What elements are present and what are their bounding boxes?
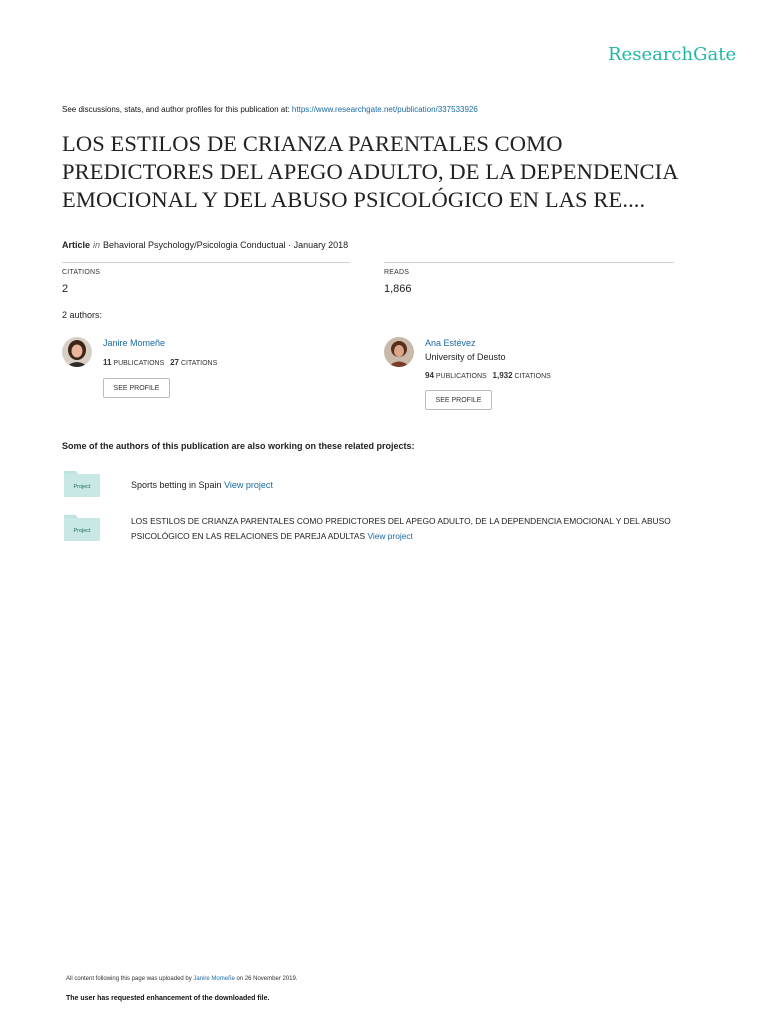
project-entry (131, 478, 691, 493)
upload-prefix: All content following this page was uploaded by (66, 976, 192, 982)
project-folder-icon[interactable] (64, 469, 100, 497)
avatar[interactable] (62, 337, 92, 367)
author-stats (425, 371, 551, 380)
project-title: LOS ESTILOS DE CRIANZA PARENTALES COMO PREDICTORES DEL APEGO ADULTO, DE LA DEPENDENCIA EMOCIONAL Y DEL ABUSO PSICOLÓGICO EN LAS RELACIONES DE PAREJA ADULTAS (131, 516, 671, 541)
author-stats (103, 358, 217, 367)
discussion-text: See discussions, stats, and author profiles for this publication at: (62, 105, 290, 114)
discussion-line (62, 105, 478, 114)
see-profile-button[interactable]: SEE PROFILE (103, 378, 170, 398)
project-entry (131, 514, 701, 544)
publications-label: PUBLICATIONS (435, 373, 487, 380)
author-name-link[interactable]: Ana Estévez (425, 338, 476, 348)
citations-label: CITATIONS (514, 373, 551, 380)
publication-title: LOS ESTILOS DE CRIANZA PARENTALES COMO PREDICTORES DEL APEGO ADULTO, DE LA DEPENDENCIA EMOCIONAL Y DEL ABUSO PSICOLÓGICO EN LAS RE.... (62, 131, 678, 212)
uploader-link[interactable]: Janire Momeñe (193, 976, 235, 982)
reads-label: READS (384, 269, 410, 276)
citations-label: CITATIONS (62, 269, 101, 276)
enhancement-note: The user has requested enhancement of the downloaded file. (66, 995, 270, 1002)
citations-label: CITATIONS (180, 360, 218, 367)
view-project-link[interactable]: View project (224, 480, 273, 490)
author-affiliation: University of Deusto (425, 352, 506, 362)
author-name-link[interactable]: Janire Momeñe (103, 338, 166, 348)
citations-value: 2 (62, 283, 69, 295)
see-profile-button[interactable]: SEE PROFILE (425, 390, 492, 410)
project-icon-label: Project (73, 484, 91, 490)
publications-count: 11 (103, 358, 112, 367)
in-label: in (93, 240, 101, 250)
publication-meta (62, 240, 348, 250)
citations-count: 27 (170, 358, 179, 367)
divider-citations (62, 262, 350, 263)
publication-url-link[interactable]: https://www.researchgate.net/publication/337533926 (291, 105, 478, 114)
upload-suffix: on 26 November 2019. (236, 976, 298, 982)
authors-count: 2 authors: (62, 310, 103, 320)
researchgate-logo[interactable]: ResearchGate (608, 44, 737, 65)
publication-type: Article (62, 240, 91, 250)
project-folder-icon[interactable] (64, 513, 100, 541)
publications-label: PUBLICATIONS (113, 360, 165, 367)
reads-value: 1,866 (384, 283, 412, 295)
divider-reads (384, 262, 674, 263)
related-projects-heading: Some of the authors of this publication are also working on these related projects: (62, 441, 415, 451)
avatar[interactable] (384, 337, 414, 367)
project-title: Sports betting in Spain (131, 480, 222, 490)
citations-count: 1,932 (492, 371, 513, 380)
view-project-link[interactable]: View project (367, 531, 413, 541)
project-icon-label: Project (73, 528, 91, 534)
venue-date: Behavioral Psychology/Psicologia Conductual · January 2018 (103, 240, 349, 250)
upload-note (66, 976, 298, 982)
publications-count: 94 (425, 371, 434, 380)
